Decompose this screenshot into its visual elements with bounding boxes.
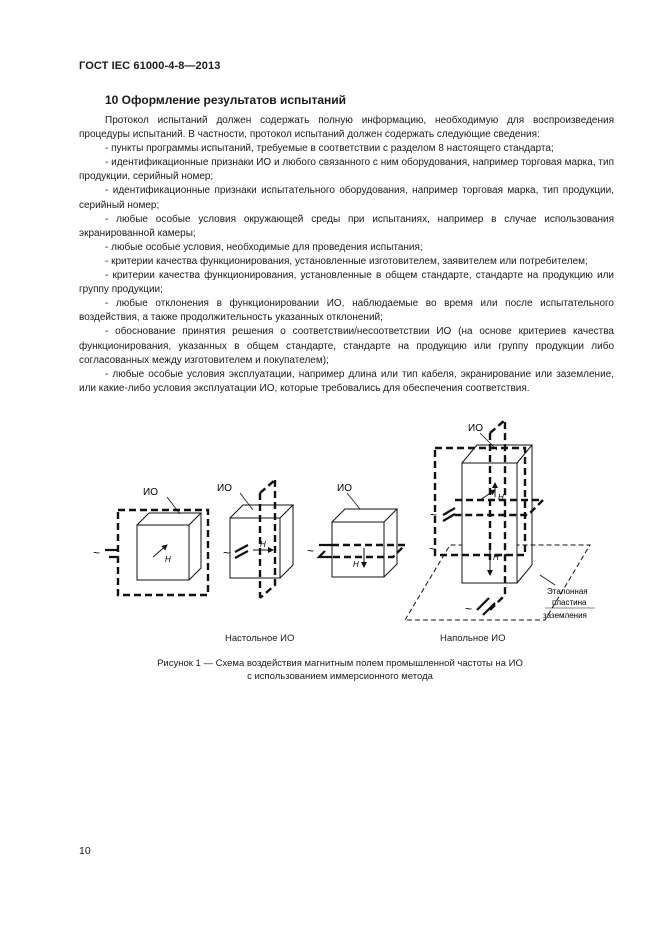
eut-label: ИО [217,483,232,494]
tabletop-eut-3 [307,483,405,577]
field-symbol: H [493,553,499,562]
leader-line [167,497,180,514]
ground-plane-label-2: пластина [552,598,587,607]
list-item: - критерии качества функционирования, установленные в общем стандарте, стандарте на продукцию или группу продукции; [79,270,614,296]
paragraph-intro: Протокол испытаний должен содержать полную информацию, необходимую для воспроизведения процедуры испытаний. В частности, протокол испытаний должен содержать следующие сведения: [79,115,614,141]
field-symbol: H [260,540,266,549]
coil-terminals [105,550,118,557]
list-item: - обоснование принятия решения о соответствии/несоответствии ИО (на основе критериев качества функционирования, указанных в общем стандарте, стандарте на продукцию или группу продукции либо согласованных между изготовителем и покупателем); [79,326,614,366]
list-item: - любые особые условия окружающей среды при испытаниях, например в случае использования экранированной камеры; [79,213,614,239]
floor-eut [405,420,595,620]
section-body [79,114,614,396]
figure-diagram [85,415,625,630]
list-item: - любые особые условия эксплуатации, например длина или тип кабеля, экранирование или заземление, или какие-либо условия эксплуатации ИО, которые требовались для обеспечения соответствия. [79,368,614,394]
list-item: - критерии качества функционирования, установленные изготовителем, заявителем или потребителем; [105,255,588,267]
caption-line-1: Рисунок 1 — Схема воздействия магнитным полем промышленной частоты на ИО [157,658,523,669]
ac-source-symbol: ~ [307,544,315,558]
document-header: ГОСТ IEC 61000-4-8—2013 [79,60,221,72]
ground-plane-label-3: заземления [543,611,587,620]
eut-label: ИО [468,423,483,434]
ac-source-symbol: ~ [429,542,437,556]
eut-cube-front [230,518,280,578]
ground-plane-label-1: Эталонная [547,587,588,596]
list-item: - любые особые условия, необходимые для проведения испытания; [105,241,423,253]
ac-source-symbol: ~ [465,602,473,616]
list-item: - любые отклонения в функционировании ИО, наблюдаемые во время или после испытательного воздействия, а также продолжительность указанных отклонений; [79,298,614,324]
ac-source-symbol: ~ [93,546,101,560]
field-symbol: H [498,493,504,502]
ac-source-symbol: ~ [223,546,231,560]
list-item: - пункты программы испытаний, требуемые в соответствии с разделом 8 настоящего стандарта; [105,143,554,155]
field-symbol: H [353,560,359,569]
field-symbol: H [165,555,171,564]
ac-source-symbol: ~ [430,508,438,522]
figure-immersion-method [85,415,625,630]
tabletop-eut-2 [217,480,293,598]
leader-line [240,493,253,510]
eut-label: ИО [337,483,352,494]
tabletop-eut-label: Настольное ИО [225,633,295,644]
eut-label: ИО [143,487,158,498]
coil-terminals [477,598,495,615]
tabletop-eut-1 [93,487,208,595]
coil-terminals [319,545,332,557]
section-title: 10 Оформление результатов испытаний [105,93,347,107]
coil-terminals [443,508,455,521]
eut-cube-front [137,525,189,580]
leader-line [347,493,360,509]
caption-line-2: с использованием иммерсионного метода [247,671,433,682]
figure-caption [90,657,590,683]
floor-eut-label: Напольное ИО [440,633,506,644]
list-item: - идентификационные признаки испытательного оборудования, например торговая марка, тип продукции, серийный номер; [79,185,614,211]
list-item: - идентификационные признаки ИО и любого связанного с ним оборудования, например торговая марка, тип продукции, серийный номер; [79,157,614,183]
page-number: 10 [79,845,91,857]
leader-line [540,575,555,585]
